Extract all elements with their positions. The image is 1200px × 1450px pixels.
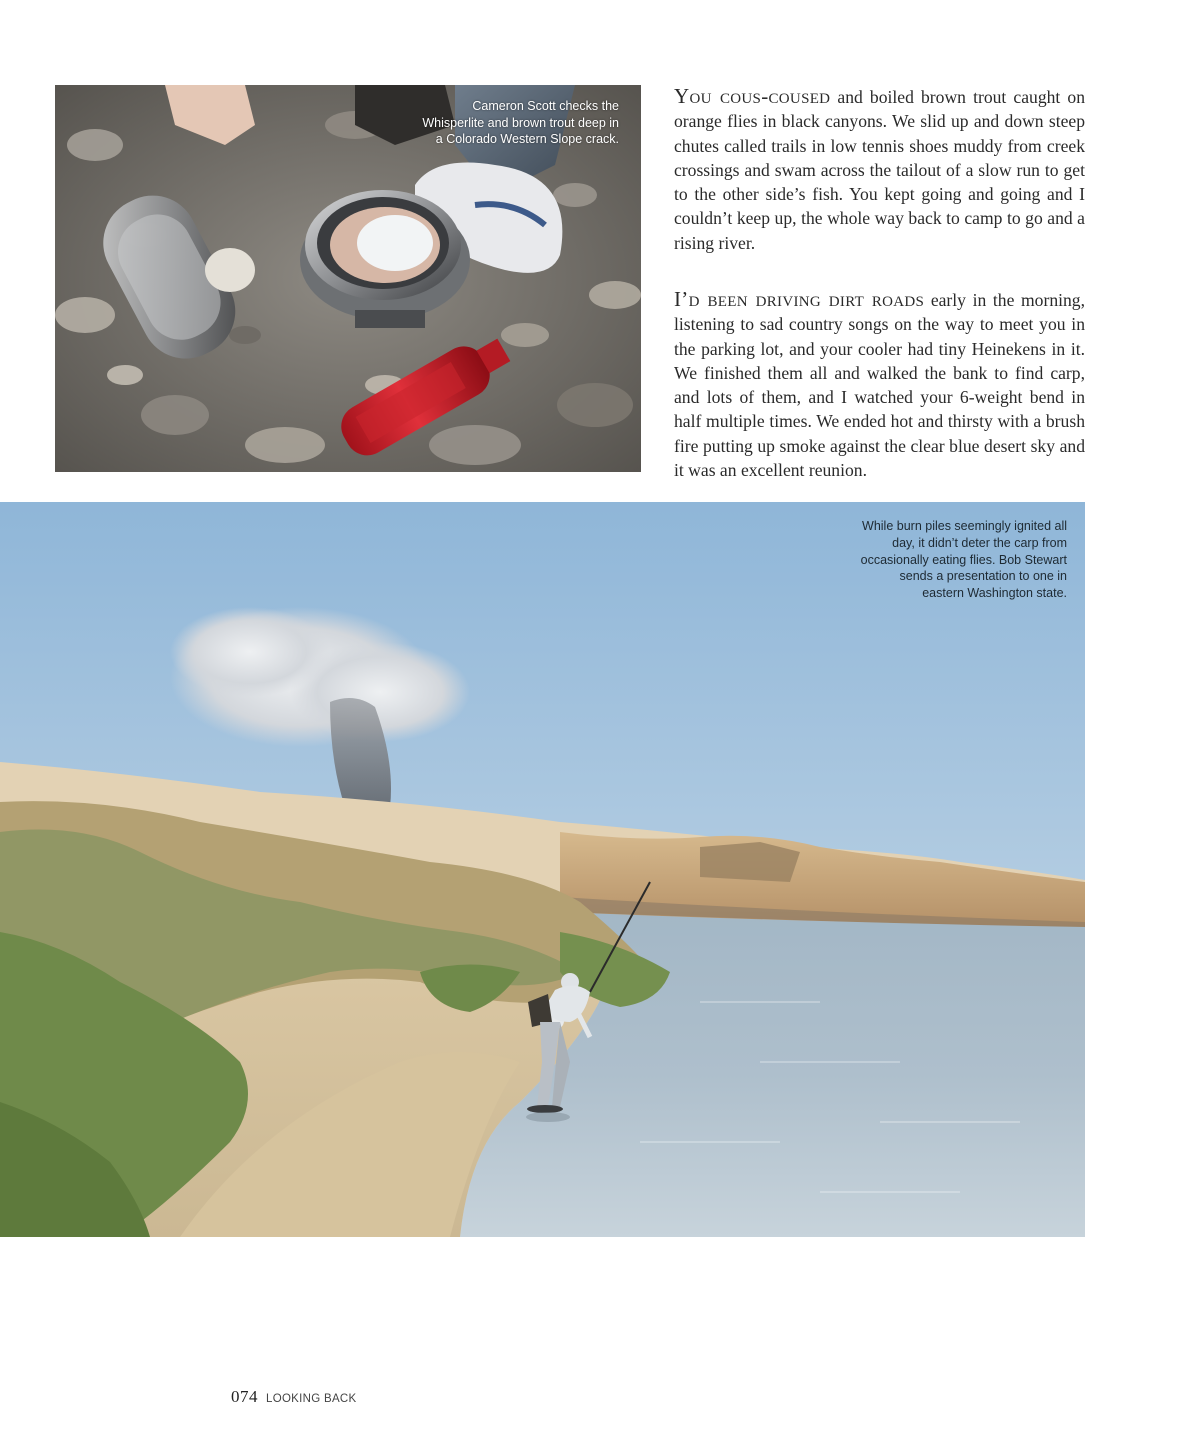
paragraph-1-lead: You cous-coused [674,84,831,108]
article-paragraph-2 [674,287,1085,482]
paragraph-2-lead: I’d been driving dirt roads [674,287,925,311]
stove-photo [55,85,641,472]
page-folio [231,1387,357,1407]
paragraph-1-body: and boiled brown trout caught on orange flies in black canyons. We slid up and down steep chutes called trails in low tennis shoes muddy from creek crossings and swam across the tailout of a slow run to get to the other side’s fish. You kept going and going and I couldn’t keep up, the whole way back to camp to go and a rising river. [674,87,1086,253]
river-photo-caption: While burn piles seemingly ignited all day, it didn’t deter the carp from occasionally eating flies. Bob Stewart sends a presentation to one in eastern Washington state. [860,519,1067,601]
top-photo-caption: Cameron Scott checks the Whisperlite and brown trout deep in a Colorado Western Slope crack. [422,99,619,146]
article-paragraph-1 [674,84,1085,255]
paragraph-2-body: early in the morning, listening to sad country songs on the way to meet you in the parking lot, and your cooler had tiny Heinekens in it. We finished them all and walked the bank to find carp, and lots of them, and I watched your 6-weight bend in half multiple times. We ended hot and thirsty with a brush fire putting up smoke against the clear blue desert sky and it was an excellent reunion. [674,290,1085,481]
section-label: LOOKING BACK [266,1393,357,1405]
river-photo [0,502,1085,1237]
river-scene-illustration [0,502,1085,1237]
page-number: 074 [231,1387,258,1406]
